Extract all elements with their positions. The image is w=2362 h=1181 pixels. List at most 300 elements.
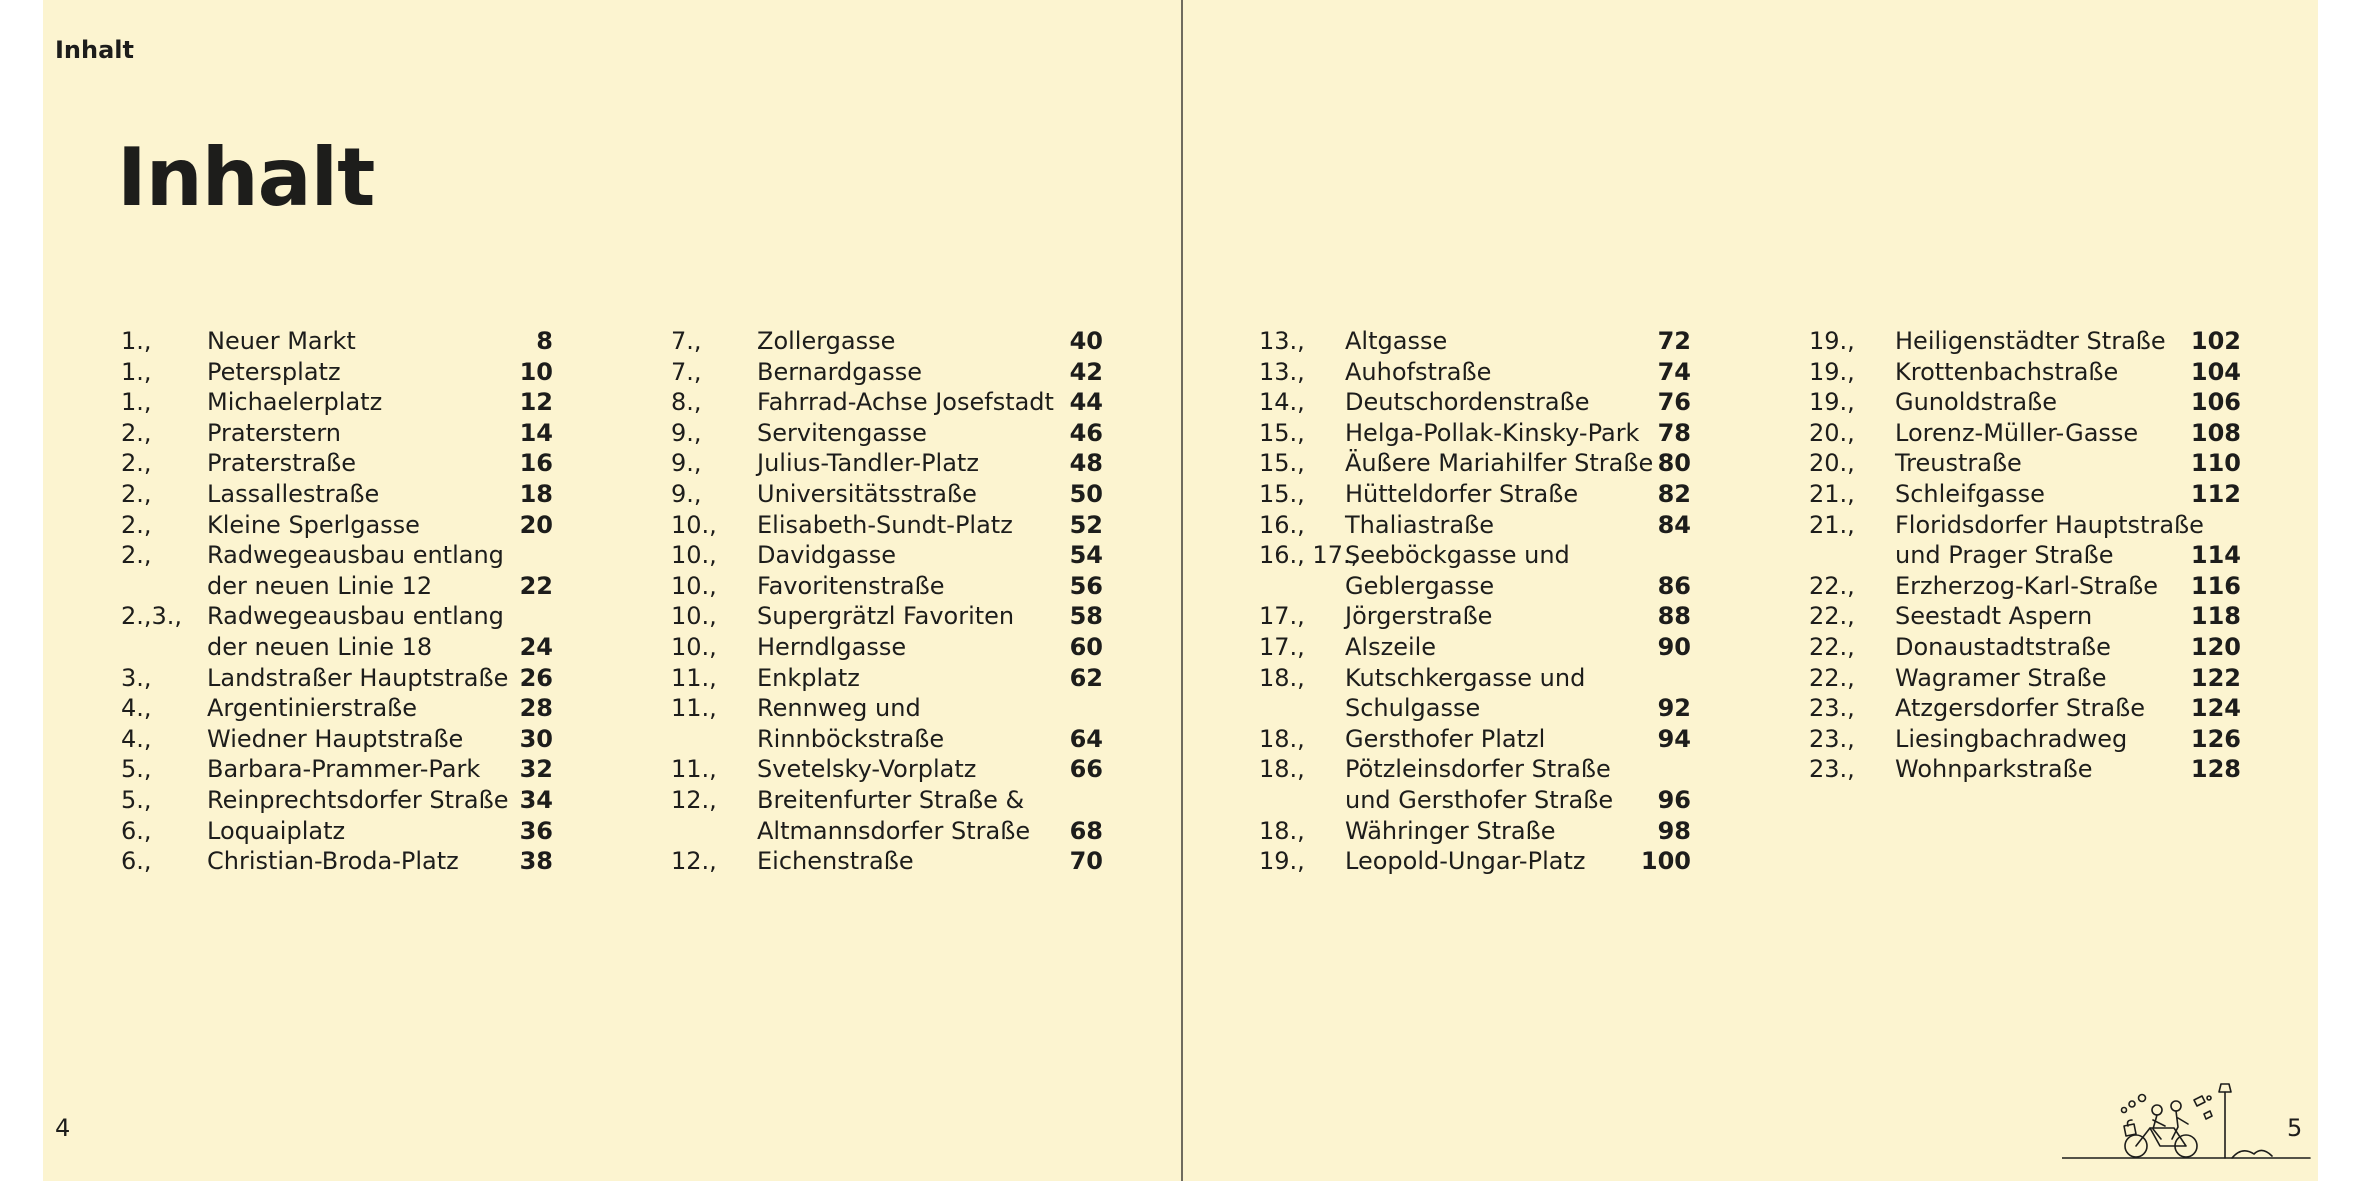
toc-entry-line (121, 418, 553, 449)
toc-entry (1259, 754, 1691, 815)
toc-entry (1259, 357, 1691, 388)
entry-page-number: 112 (2190, 479, 2241, 508)
entry-page-number: 30 (519, 724, 553, 753)
entry-title: Schleifgasse (1895, 479, 2045, 508)
entry-page-number: 36 (519, 816, 553, 845)
entry-title: Seeböckgasse und (1345, 541, 1570, 570)
toc-entry (121, 754, 553, 785)
entry-title: Jörgerstraße (1345, 602, 1493, 631)
district-number: 20., (1809, 418, 1855, 447)
entry-title: Wagramer Straße (1895, 663, 2107, 692)
entry-page-number: 84 (1657, 510, 1691, 539)
toc-entry-line (121, 540, 553, 571)
entry-title: Altmannsdorfer Straße (757, 816, 1031, 845)
toc-entry-line (1259, 693, 1691, 724)
district-number: 2.,3., (121, 602, 183, 631)
entry-title: und Prager Straße (1895, 541, 2114, 570)
entry-page-number: 122 (2190, 663, 2241, 692)
entry-title: Hütteldorfer Straße (1345, 479, 1579, 508)
entry-title: Svetelsky-Vorplatz (757, 755, 977, 784)
entry-page-number: 52 (1069, 510, 1103, 539)
entry-title: Wohnparkstraße (1895, 755, 2093, 784)
district-number: 13., (1259, 327, 1305, 355)
toc-entry-line (121, 601, 553, 632)
entry-title: Zollergasse (757, 327, 896, 355)
district-number: 18., (1259, 724, 1305, 753)
toc-entry (1259, 510, 1691, 541)
toc-entry-line (671, 479, 1103, 510)
entry-title: Praterstern (207, 418, 342, 447)
toc-entry (1259, 816, 1691, 847)
entry-title: Favoritenstraße (757, 571, 945, 600)
entry-page-number: 90 (1657, 632, 1691, 661)
entry-page-number: 60 (1069, 632, 1103, 661)
toc-entry-line (671, 418, 1103, 449)
entry-title: Helga-Pollak-Kinsky-Park (1345, 418, 1640, 447)
toc-entry-line (1809, 571, 2241, 602)
entry-title: Argentinierstraße (207, 694, 418, 723)
toc-entry (121, 785, 553, 816)
district-number: 2., (121, 541, 152, 570)
entry-title: Floridsdorfer Hauptstraße (1895, 510, 2204, 539)
district-number: 22., (1809, 602, 1855, 631)
entry-page-number: 12 (519, 388, 553, 417)
toc-entry (671, 785, 1103, 846)
toc-entry-line (1809, 693, 2241, 724)
toc-entry-line (1259, 479, 1691, 510)
entry-title: Lassallestraße (207, 479, 380, 508)
toc-entry-line (1259, 724, 1691, 755)
toc-entry (121, 540, 553, 601)
entry-page-number: 94 (1657, 724, 1691, 753)
entry-page-number: 92 (1657, 694, 1691, 723)
toc-entry (671, 510, 1103, 541)
district-number: 9., (671, 418, 702, 447)
entry-title: Wiedner Hauptstraße (207, 724, 464, 753)
toc-entry (1259, 448, 1691, 479)
entry-title: Enkplatz (757, 663, 860, 692)
toc-entry-line (1809, 326, 2241, 357)
toc-entry (121, 510, 553, 541)
toc-entry (121, 326, 553, 357)
toc-entry (1259, 418, 1691, 449)
entry-title: Praterstraße (207, 449, 357, 478)
toc-entry (1809, 754, 2241, 785)
toc-entry-line (1809, 387, 2241, 418)
entry-page-number: 70 (1069, 847, 1103, 876)
entry-title: Davidgasse (757, 541, 897, 570)
entry-page-number: 78 (1657, 418, 1691, 447)
toc-entry-line (671, 724, 1103, 755)
toc-entry-line (121, 754, 553, 785)
entry-title: Pötzleinsdorfer Straße (1345, 755, 1611, 784)
toc-entry-line (671, 693, 1103, 724)
district-number: 22., (1809, 663, 1855, 692)
entry-title: Supergrätzl Favoriten (757, 602, 1015, 631)
toc-entry-line (671, 754, 1103, 785)
toc-entry (1259, 663, 1691, 724)
entry-title: Liesingbachradweg (1895, 724, 2128, 753)
entry-page-number: 46 (1069, 418, 1103, 447)
district-number: 4., (121, 694, 152, 723)
district-number: 23., (1809, 694, 1855, 723)
entry-page-number: 10 (519, 357, 553, 386)
district-number: 10., (671, 602, 717, 631)
district-number: 15., (1259, 418, 1305, 447)
toc-entry (1809, 601, 2241, 632)
toc-entry-line (1259, 601, 1691, 632)
entry-page-number: 54 (1069, 541, 1103, 570)
entry-title: Äußere Mariahilfer Straße (1345, 449, 1654, 478)
toc-entry-line (671, 846, 1103, 877)
toc-entry-line (671, 663, 1103, 694)
toc-entry (121, 724, 553, 755)
entry-page-number: 34 (519, 785, 553, 814)
entry-title: Loquaiplatz (207, 816, 346, 845)
entry-title: Donaustadtstraße (1895, 632, 2111, 661)
district-number: 16., 17., (1259, 541, 1359, 570)
entry-title: Atzgersdorfer Straße (1895, 694, 2145, 723)
toc-entry (671, 448, 1103, 479)
district-number: 19., (1809, 357, 1855, 386)
toc-entry-line (1809, 754, 2241, 785)
toc-entry-line (1259, 846, 1691, 877)
toc-entry (1259, 326, 1691, 357)
toc-entry-line (671, 510, 1103, 541)
toc-column-4 (1809, 326, 2241, 785)
toc-entry-line (1259, 387, 1691, 418)
entry-page-number: 50 (1069, 479, 1103, 508)
toc-entry-line (671, 357, 1103, 388)
toc-entry-line (1259, 816, 1691, 847)
toc-entry (1809, 418, 2241, 449)
district-number: 15., (1259, 479, 1305, 508)
entry-title: Elisabeth-Sundt-Platz (757, 510, 1013, 539)
district-number: 4., (121, 724, 152, 753)
entry-page-number: 118 (2190, 602, 2241, 631)
toc-entry (121, 846, 553, 877)
toc-entry (1259, 846, 1691, 877)
entry-title: Radwegeausbau entlang (207, 541, 504, 570)
toc-entry-line (121, 632, 553, 663)
toc-entry (1259, 601, 1691, 632)
district-number: 10., (671, 571, 717, 600)
toc-entry-line (1259, 510, 1691, 541)
entry-page-number: 102 (2190, 327, 2241, 355)
toc-entry-line (1259, 357, 1691, 388)
entry-title: Universitätsstraße (757, 479, 977, 508)
district-number: 7., (671, 327, 702, 355)
toc-entry (671, 663, 1103, 694)
toc-entry (671, 479, 1103, 510)
toc-entry (1259, 387, 1691, 418)
entry-page-number: 116 (2190, 571, 2241, 600)
entry-page-number: 98 (1657, 816, 1691, 845)
entry-page-number: 16 (519, 449, 553, 478)
toc-entry (1809, 693, 2241, 724)
entry-page-number: 48 (1069, 449, 1103, 478)
entry-page-number: 28 (519, 694, 553, 723)
toc-entry-line (1259, 571, 1691, 602)
entry-page-number: 24 (519, 632, 553, 661)
district-number: 19., (1809, 388, 1855, 417)
district-number: 12., (671, 785, 717, 814)
toc-entry-line (1809, 724, 2241, 755)
toc-entry (1259, 632, 1691, 663)
entry-title: Gersthofer Platzl (1345, 724, 1546, 753)
toc-entry-line (121, 326, 553, 357)
toc-entry (1809, 479, 2241, 510)
entry-page-number: 104 (2190, 357, 2241, 386)
entry-page-number: 44 (1069, 388, 1103, 417)
toc-entry (121, 816, 553, 847)
district-number: 13., (1259, 357, 1305, 386)
toc-entry (1809, 448, 2241, 479)
entry-title: Schulgasse (1345, 694, 1481, 723)
entry-title: Breitenfurter Straße & (757, 785, 1025, 814)
district-number: 15., (1259, 449, 1305, 478)
entry-title: Kutschkergasse und (1345, 663, 1586, 692)
toc-entry-line (121, 816, 553, 847)
district-number: 18., (1259, 816, 1305, 845)
entry-title: der neuen Linie 18 (207, 632, 433, 661)
toc-entry (121, 357, 553, 388)
entry-title: Herndlgasse (757, 632, 907, 661)
entry-title: Thaliastraße (1345, 510, 1494, 539)
toc-entry-line (121, 387, 553, 418)
toc-entry (121, 448, 553, 479)
district-number: 3., (121, 663, 152, 692)
toc-entry (671, 754, 1103, 785)
entry-page-number: 106 (2190, 388, 2241, 417)
toc-entry-line (671, 785, 1103, 816)
district-number: 6., (121, 847, 152, 876)
toc-entry-line (671, 387, 1103, 418)
district-number: 14., (1259, 388, 1305, 417)
toc-entry-line (121, 479, 553, 510)
toc-entry (671, 357, 1103, 388)
toc-entry-line (121, 663, 553, 694)
toc-entry (671, 632, 1103, 663)
entry-page-number: 100 (1640, 847, 1691, 876)
entry-page-number: 128 (2190, 755, 2241, 784)
entry-title: Julius-Tandler-Platz (757, 449, 979, 478)
entry-title: Petersplatz (207, 357, 341, 386)
entry-title: Neuer Markt (207, 327, 356, 355)
toc-entry-line (671, 601, 1103, 632)
toc-entry (1809, 571, 2241, 602)
entry-page-number: 76 (1657, 388, 1691, 417)
toc-entry-line (671, 540, 1103, 571)
toc-entry (1809, 357, 2241, 388)
district-number: 2., (121, 418, 152, 447)
district-number: 10., (671, 510, 717, 539)
entry-page-number: 68 (1069, 816, 1103, 845)
toc-entry-line (671, 816, 1103, 847)
district-number: 2., (121, 449, 152, 478)
entry-title: Servitengasse (757, 418, 927, 447)
entry-page-number: 64 (1069, 724, 1103, 753)
entry-title: Christian-Broda-Platz (207, 847, 459, 876)
district-number: 16., (1259, 510, 1305, 539)
entry-title: Landstraßer Hauptstraße (207, 663, 509, 692)
toc-entry (121, 601, 553, 662)
district-number: 7., (671, 357, 702, 386)
entry-page-number: 82 (1657, 479, 1691, 508)
toc-entry-line (121, 724, 553, 755)
toc-entry-line (671, 571, 1103, 602)
toc-entry-line (1809, 357, 2241, 388)
toc-entry (671, 540, 1103, 571)
toc-entry-line (1809, 418, 2241, 449)
toc-entry (121, 479, 553, 510)
entry-page-number: 14 (519, 418, 553, 447)
entry-page-number: 32 (519, 755, 553, 784)
district-number: 21., (1809, 479, 1855, 508)
entry-page-number: 66 (1069, 755, 1103, 784)
entry-page-number: 74 (1657, 357, 1691, 386)
entry-page-number: 110 (2190, 449, 2241, 478)
toc-entry-line (121, 571, 553, 602)
entry-title: Reinprechtsdorfer Straße (207, 785, 509, 814)
toc-entry-line (121, 357, 553, 388)
entry-page-number: 40 (1069, 327, 1103, 355)
toc-column-2 (671, 326, 1103, 877)
district-number: 5., (121, 785, 152, 814)
toc-entry-line (1259, 418, 1691, 449)
district-number: 17., (1259, 602, 1305, 631)
entry-page-number: 124 (2190, 694, 2241, 723)
toc-entry (671, 846, 1103, 877)
entry-page-number: 114 (2190, 541, 2241, 570)
district-number: 1., (121, 388, 152, 417)
toc-entry (1809, 663, 2241, 694)
district-number: 5., (121, 755, 152, 784)
toc-entry-line (1259, 754, 1691, 785)
toc-entry-line (121, 785, 553, 816)
toc-entry-line (1259, 785, 1691, 816)
page-number-left: 4 (55, 1114, 71, 1142)
toc-entry-line (1809, 448, 2241, 479)
toc-entry (121, 387, 553, 418)
district-number: 18., (1259, 755, 1305, 784)
entry-page-number: 62 (1069, 663, 1103, 692)
entry-title: und Gersthofer Straße (1345, 785, 1614, 814)
entry-title: Rennweg und (757, 694, 921, 723)
district-number: 10., (671, 632, 717, 661)
toc-entry (671, 387, 1103, 418)
toc-entry-line (1809, 510, 2241, 541)
entry-page-number: 88 (1657, 602, 1691, 631)
entry-page-number: 22 (519, 571, 553, 600)
toc-entry (1809, 326, 2241, 357)
toc-entry-line (1259, 448, 1691, 479)
toc-entry-line (1809, 663, 2241, 694)
toc-entry (1259, 724, 1691, 755)
entry-title: der neuen Linie 12 (207, 571, 433, 600)
toc-entry (671, 418, 1103, 449)
toc-entry (671, 326, 1103, 357)
toc-entry (1809, 510, 2241, 571)
entry-page-number: 120 (2190, 632, 2241, 661)
toc-entry-line (671, 632, 1103, 663)
district-number: 9., (671, 479, 702, 508)
entry-title: Treustraße (1895, 449, 2022, 478)
entry-page-number: 20 (519, 510, 553, 539)
entry-title: Lorenz-Müller-Gasse (1895, 418, 2139, 447)
toc-entry-line (1259, 632, 1691, 663)
cyclists-illustration (2062, 1080, 2312, 1160)
district-number: 18., (1259, 663, 1305, 692)
district-number: 11., (671, 694, 717, 723)
entry-page-number: 126 (2190, 724, 2241, 753)
entry-title: Heiligenstädter Straße (1895, 327, 2166, 355)
district-number: 1., (121, 357, 152, 386)
entry-page-number: 26 (519, 663, 553, 692)
entry-title: Rinnböckstraße (757, 724, 945, 753)
entry-title: Altgasse (1345, 327, 1448, 355)
toc-entry-line (1809, 540, 2241, 571)
running-head: Inhalt (55, 36, 134, 64)
entry-title: Auhofstraße (1345, 357, 1492, 386)
toc-entry-line (121, 510, 553, 541)
page-fold-line (1181, 0, 1183, 1181)
toc-column-1 (121, 326, 553, 877)
entry-title: Geblergasse (1345, 571, 1495, 600)
entry-page-number: 80 (1657, 449, 1691, 478)
district-number: 20., (1809, 449, 1855, 478)
district-number: 9., (671, 449, 702, 478)
entry-title: Michaelerplatz (207, 388, 383, 417)
district-number: 22., (1809, 632, 1855, 661)
entry-title: Kleine Sperlgasse (207, 510, 420, 539)
entry-title: Währinger Straße (1345, 816, 1556, 845)
entry-title: Deutschordenstraße (1345, 388, 1590, 417)
toc-entry-line (1259, 663, 1691, 694)
district-number: 1., (121, 327, 152, 355)
toc-entry (671, 693, 1103, 754)
entry-page-number: 72 (1657, 327, 1691, 355)
district-number: 11., (671, 755, 717, 784)
district-number: 11., (671, 663, 717, 692)
district-number: 2., (121, 510, 152, 539)
entry-title: Alszeile (1345, 632, 1437, 661)
toc-entry-line (1809, 479, 2241, 510)
entry-title: Erzherzog-Karl-Straße (1895, 571, 2158, 600)
entry-title: Bernardgasse (757, 357, 922, 386)
entry-page-number: 58 (1069, 602, 1103, 631)
toc-entry (121, 663, 553, 694)
district-number: 6., (121, 816, 152, 845)
toc-entry (1809, 724, 2241, 755)
entry-title: Seestadt Aspern (1895, 602, 2093, 631)
entry-page-number: 42 (1069, 357, 1103, 386)
entry-title: Gunoldstraße (1895, 388, 2057, 417)
entry-page-number: 96 (1657, 785, 1691, 814)
district-number: 8., (671, 388, 702, 417)
toc-entry (1259, 540, 1691, 601)
district-number: 12., (671, 847, 717, 876)
entry-title: Barbara-Prammer-Park (207, 755, 481, 784)
page-number-right: 5 (2287, 1114, 2303, 1142)
toc-entry-line (671, 448, 1103, 479)
district-number: 2., (121, 479, 152, 508)
entry-page-number: 56 (1069, 571, 1103, 600)
toc-entry-line (1259, 540, 1691, 571)
toc-entry (671, 601, 1103, 632)
toc-entry (121, 693, 553, 724)
entry-page-number: 108 (2190, 418, 2241, 447)
